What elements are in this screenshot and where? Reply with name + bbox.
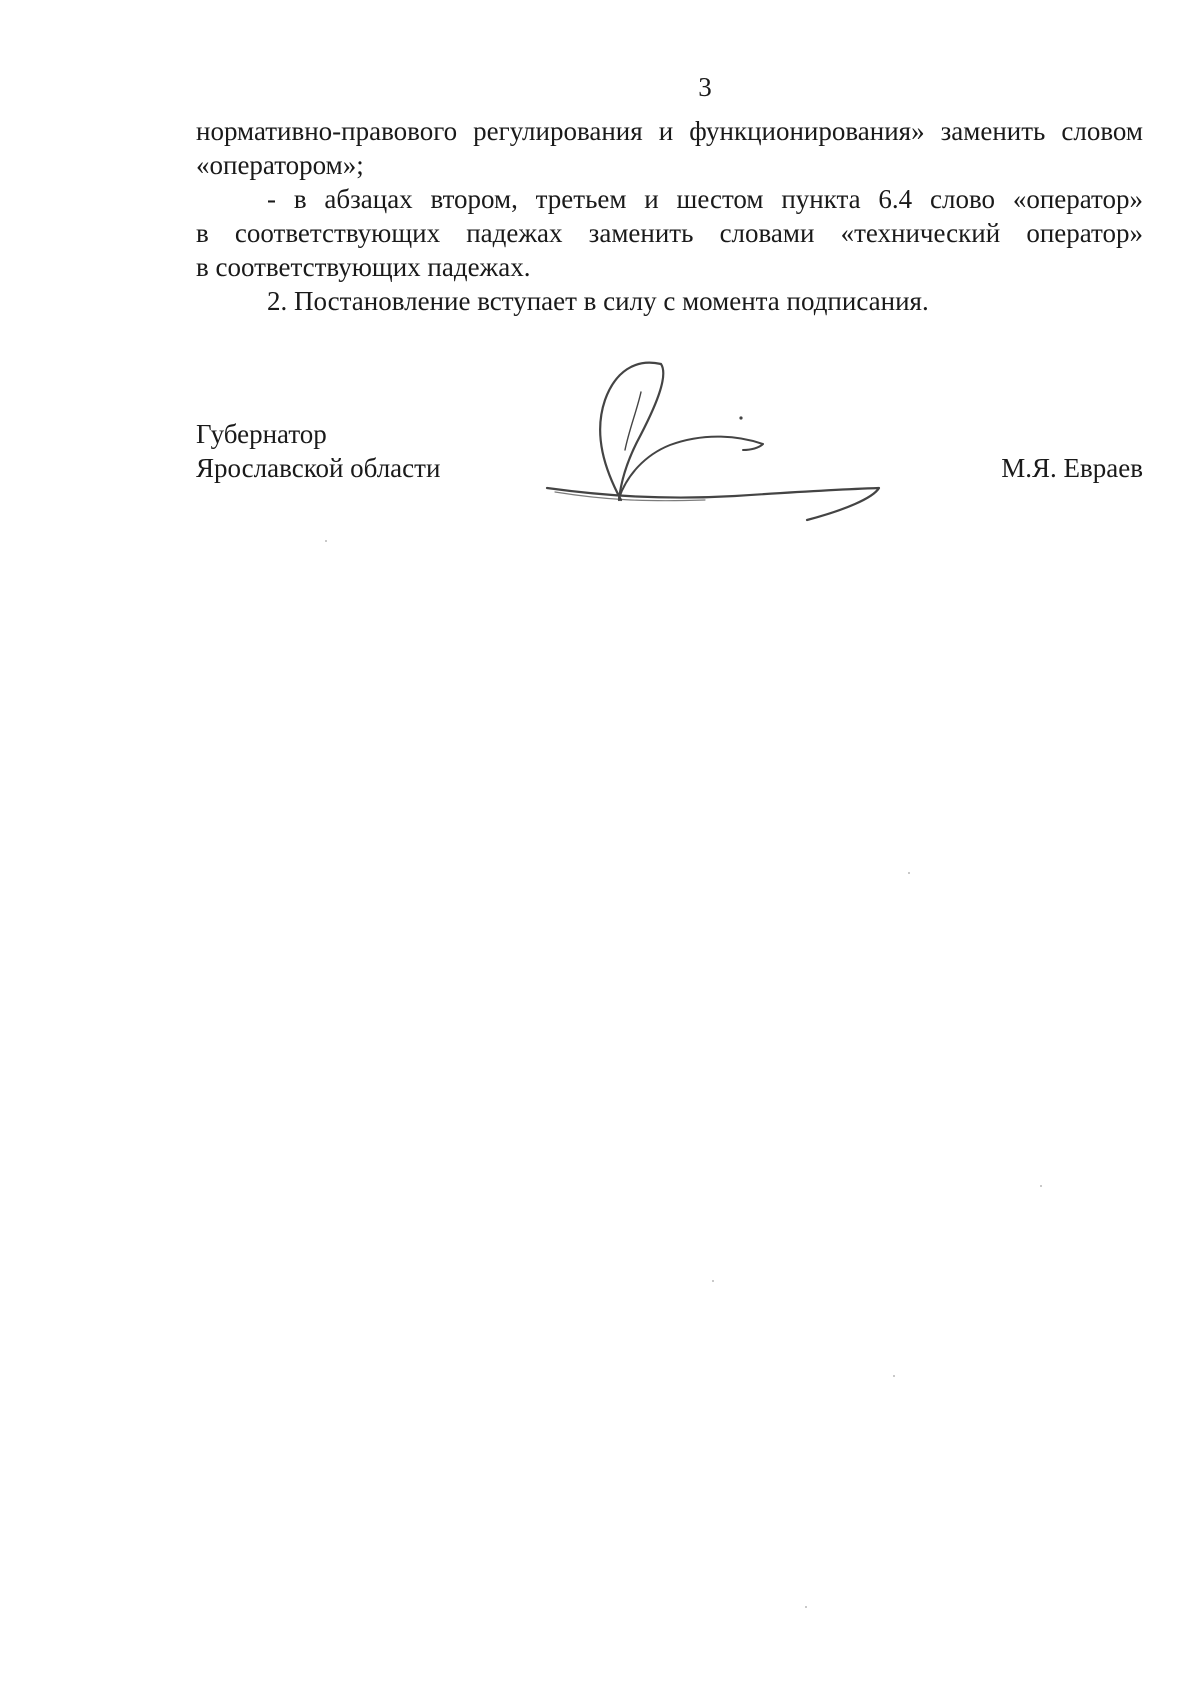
signature-block — [0, 0, 1200, 600]
handwritten-signature — [545, 350, 925, 525]
signatory-name: М.Я. Евраев — [1001, 453, 1143, 483]
paragraph-2-line-2: в соответствующих падежах заменить словами «технический оператор» — [196, 218, 1143, 248]
paragraph-1-line-1: нормативно-правового регулирования и функционирования» заменить словом — [196, 116, 1143, 146]
page-number: 3 — [698, 72, 712, 102]
scan-speck — [893, 1375, 895, 1377]
paragraph-2-line-3: в соответствующих падежах. — [196, 252, 531, 282]
paragraph-3-line-1: 2. Постановление вступает в силу с момента подписания. — [267, 286, 929, 316]
signatory-position-line-1: Губернатор — [196, 419, 327, 449]
scan-speck — [712, 1280, 714, 1282]
scan-speck — [908, 872, 910, 874]
paragraph-1-line-2: «оператором»; — [196, 150, 364, 180]
scan-speck — [805, 1606, 807, 1608]
scan-speck — [1040, 1185, 1042, 1187]
signatory-position-line-2: Ярославской области — [196, 453, 441, 483]
signatory-position — [196, 417, 440, 485]
paragraph-2-line-1: - в абзацах втором, третьем и шестом пункта 6.4 слово «оператор» — [267, 184, 1143, 214]
scan-speck — [325, 540, 327, 542]
